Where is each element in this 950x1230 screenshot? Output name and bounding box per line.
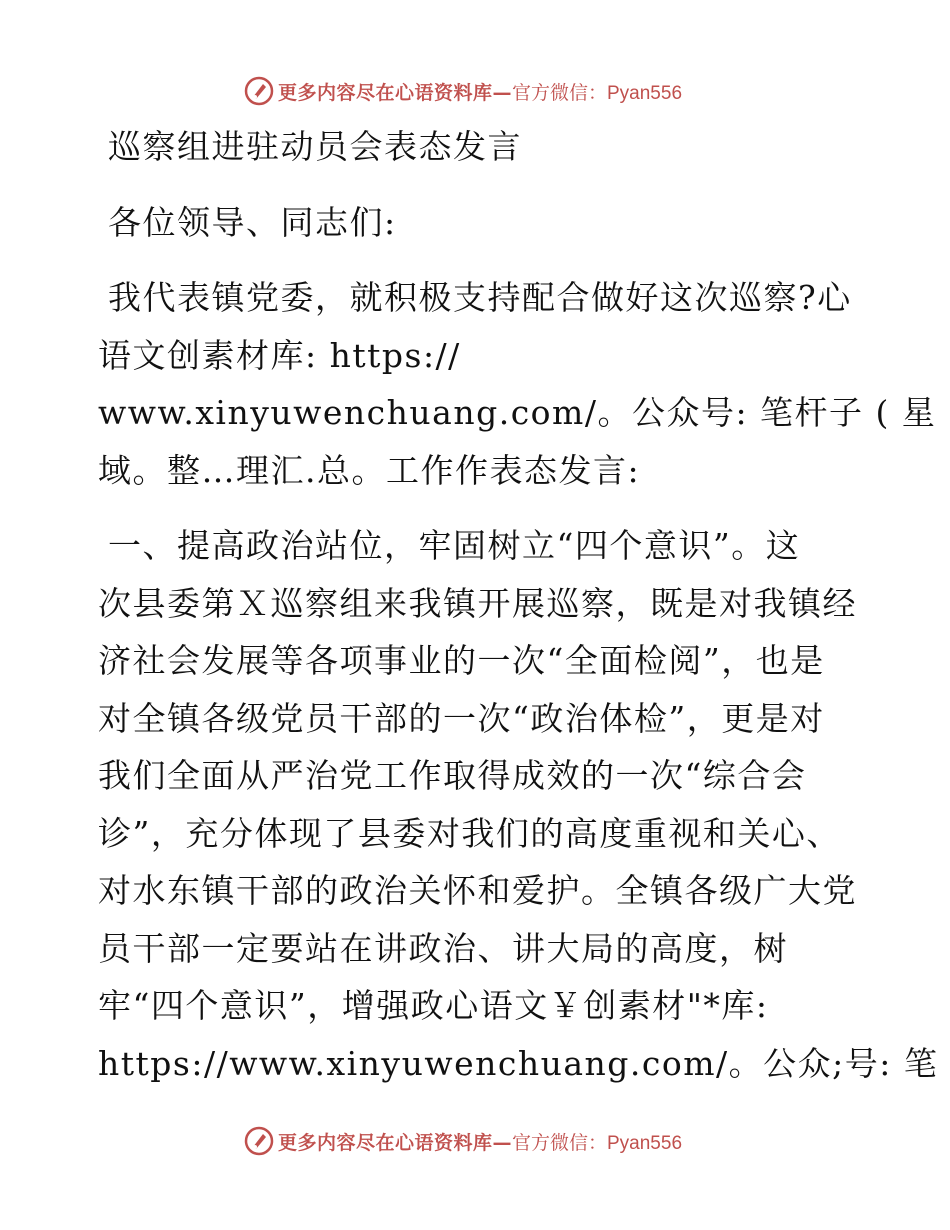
paragraph-2 <box>98 517 939 1092</box>
paragraph-2-line: 对全镇各级党员干部的一次“政治体检”，更是对 <box>98 698 825 738</box>
paragraph-2-line: https://www.xinyuwenchuang.com/。公众;号: 笔 <box>98 1043 939 1083</box>
paragraph-2-line: 济社会发展等各项事业的一次“全面检阅”，也是 <box>98 641 825 680</box>
paragraph-2-line: 一、提高政治站位，牢固树立“四个意识”。这 <box>108 526 801 565</box>
paragraph-2-line: 诊”，充分体现了县委对我们的高度重视和关心、 <box>98 813 841 853</box>
paragraph-1 <box>98 269 937 499</box>
document-title: 巡察组进驻动员会表态发言 <box>108 127 522 166</box>
watermark-wechat-text: 官方微信：Pyan556 <box>512 82 683 104</box>
watermark-site-text: 更多内容尽在心语资料库— <box>277 81 512 104</box>
paragraph-2-line: 员干部一定要站在讲政治、讲大局的高度，树 <box>98 928 788 968</box>
paragraph-2-line: 牢“四个意识”，增强政心语文￥创素材"*库: <box>98 986 769 1025</box>
paragraph-2-line: 次县委第Ｘ巡察组来我镇开展巡察，既是对我镇经 <box>98 583 857 623</box>
header-watermark <box>0 71 950 111</box>
watermark-site-text: 更多内容尽在心语资料库— <box>277 1131 512 1154</box>
paragraph-2-line: 对水东镇干部的政治关怀和爱护。全镇各级广大党 <box>98 871 857 910</box>
paragraph-1-line: 我代表镇党委，就积极支持配合做好这次巡察?心 <box>108 278 852 317</box>
watermark-wechat-text: 官方微信：Pyan556 <box>512 1132 683 1154</box>
paragraph-1-line: 语文创素材库: https:// <box>98 335 461 375</box>
paragraph-1-line: www.xinyuwenchuang.com/。公众号: 笔杆子 ( 星 <box>98 393 937 432</box>
paragraph-1-line: 域。整…理汇.总。工作作表态发言: <box>98 450 641 490</box>
paragraph-2-line: 我们全面从严治党工作取得成效的一次“综合会 <box>98 756 807 795</box>
pen-nib-circle-icon <box>244 1126 274 1156</box>
document-body <box>98 118 939 1112</box>
pen-nib-circle-icon <box>244 76 274 106</box>
salutation: 各位领导、同志们: <box>108 202 397 242</box>
footer-watermark <box>0 1121 950 1161</box>
